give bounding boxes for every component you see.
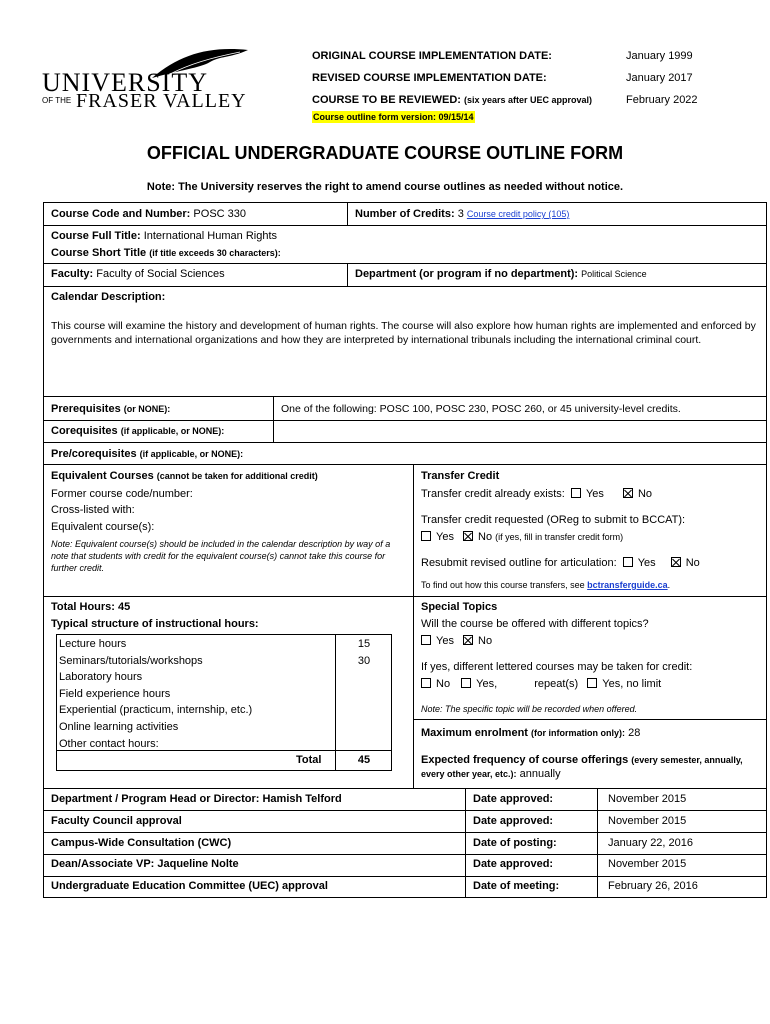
approval-mid: Date approved: <box>473 793 554 805</box>
hours-row-label: Lecture hours <box>59 638 127 650</box>
rev-date-label: REVISED COURSE IMPLEMENTATION DATE: <box>312 72 547 84</box>
short-title-label: Course Short Title <box>51 247 147 259</box>
hours-total-value: 45 <box>357 754 371 766</box>
equivalent-courses: Equivalent course(s): <box>51 521 155 533</box>
approval-left: Campus-Wide Consultation (CWC) <box>51 837 232 849</box>
hours-row-value: 30 <box>357 654 371 667</box>
transfer-exists <box>421 488 652 500</box>
transfer-requested-no: No <box>478 531 493 543</box>
approval-mid: Date approved: <box>473 815 554 827</box>
transfer-find-out-text: To find out how this course transfers, see <box>421 580 585 590</box>
approval-right: November 2015 <box>608 858 687 870</box>
special-note: Note: The specific topic will be recorded when offered. <box>421 704 638 714</box>
hours-row-label: Laboratory hours <box>59 671 143 684</box>
equivalent-title <box>51 470 318 482</box>
resubmit-yes-checkbox[interactable] <box>623 557 633 567</box>
special-no-checkbox[interactable] <box>463 635 473 645</box>
coreq-note: (if applicable, or NONE): <box>120 426 225 436</box>
prereq-value: One of the following: POSC 100, POSC 230, POSC 260, or 45 university-level credits. <box>281 403 681 415</box>
transfer-requested-yes: Yes <box>436 531 454 543</box>
offering-frequency <box>421 753 761 781</box>
special-yes-checkbox[interactable] <box>421 635 431 645</box>
frequency-value: annually <box>519 768 561 780</box>
precorequisites <box>51 448 243 460</box>
hours-row-label: Seminars/tutorials/workshops <box>59 654 203 667</box>
approval-left: Department / Program Head or Director: Hamish Telford <box>51 793 342 805</box>
orig-date-value: January 1999 <box>626 50 693 62</box>
approval-left: Faculty Council approval <box>51 815 182 827</box>
university-logo <box>42 44 252 120</box>
short-title <box>51 247 281 259</box>
transfer-requested-no-checkbox[interactable] <box>463 531 473 541</box>
resubmit <box>421 557 700 569</box>
credit-no: No <box>436 678 451 690</box>
transfer-requested: Transfer credit requested (OReg to submit to BCCAT): <box>421 514 686 526</box>
hours-structure: Typical structure of instructional hours: <box>51 618 259 630</box>
calendar-text: This course will examine the history and development of human rights. The course will also explore how human rights are implemented and enforced by governments and international organizations and how they are interpreted by international tribunals including the international criminal court. <box>51 320 756 346</box>
transfer-requested-yes-checkbox[interactable] <box>421 531 431 541</box>
coreq-label: Corequisites <box>51 425 118 437</box>
max-enrolment-value: 28 <box>628 727 641 739</box>
equivalent-label: Equivalent Courses <box>51 470 154 482</box>
transfer-find-out: To find out how this course transfers, see bctransferguide.ca. <box>421 580 671 590</box>
calendar-label: Calendar Description: <box>51 291 166 303</box>
equivalent-explanation: Note: Equivalent course(s) should be included in the calendar description by way of a note that students with credit for the equivalent course(s) cannot take this course for further credit. <box>51 539 391 573</box>
faculty <box>51 268 225 280</box>
credit-yes-checkbox[interactable] <box>461 678 471 688</box>
hours-row-label: Field experience hours <box>59 687 171 700</box>
max-enrolment-note: (for information only): <box>531 728 626 738</box>
course-code-label: Course Code and Number: <box>51 208 191 220</box>
logo-line2: FRASER VALLEY <box>76 90 247 112</box>
credits-value: 3 <box>457 208 464 220</box>
page-title: OFFICIAL UNDERGRADUATE COURSE OUTLINE FORM <box>146 143 624 163</box>
approval-right: November 2015 <box>608 793 687 805</box>
approval-left: Undergraduate Education Committee (UEC) approval <box>51 880 328 892</box>
total-hours <box>51 601 130 613</box>
credits-label: Number of Credits: <box>355 208 455 220</box>
special-question: Will the course be offered with different topics? <box>421 618 649 630</box>
hours-labels <box>59 636 252 752</box>
transfer-exists-no-checkbox[interactable] <box>623 488 633 498</box>
bctransferguide-link[interactable]: bctransferguide.ca <box>587 580 668 590</box>
credit-policy-link[interactable]: Course credit policy (105) <box>466 209 570 219</box>
hours-total-label: Total <box>296 754 322 766</box>
transfer-title: Transfer Credit <box>421 470 500 482</box>
course-code-value: POSC 330 <box>193 208 247 220</box>
prereq-note: (or NONE): <box>123 404 171 414</box>
page-note: Note: The University reserves the right to amend course outlines as needed without notice. <box>146 181 624 193</box>
precoreq-note: (if applicable, or NONE): <box>139 449 244 459</box>
review-date-value: February 2022 <box>626 94 698 106</box>
resubmit-no-checkbox[interactable] <box>671 557 681 567</box>
special-credit-options <box>421 678 661 690</box>
orig-date-label: ORIGINAL COURSE IMPLEMENTATION DATE: <box>312 50 552 62</box>
corequisites <box>51 425 224 437</box>
full-title <box>51 230 277 242</box>
approval-right: February 26, 2016 <box>608 880 698 892</box>
credit-nolimit-checkbox[interactable] <box>587 678 597 688</box>
full-title-value: International Human Rights <box>143 230 277 242</box>
department-label: Department (or program if no department): <box>355 268 579 280</box>
logo-line1: UNIVERSITY <box>42 68 208 97</box>
cross-listed: Cross-listed with: <box>51 504 135 516</box>
transfer-exists-yes-checkbox[interactable] <box>571 488 581 498</box>
credit-repeat: repeat(s) <box>534 678 579 690</box>
hours-row-value: 15 <box>357 638 371 650</box>
short-title-note: (if title exceeds 30 characters): <box>149 248 281 258</box>
rev-date-value: January 2017 <box>626 72 693 84</box>
form-version: Course outline form version: 09/15/14 <box>313 112 474 122</box>
approval-mid: Date of meeting: <box>473 880 560 892</box>
max-enrolment <box>421 727 640 739</box>
review-date-label <box>312 94 592 106</box>
hours-row-label: Other contact hours: <box>59 737 159 750</box>
logo-of: OF THE <box>42 96 72 105</box>
review-label: COURSE TO BE REVIEWED: <box>312 94 461 106</box>
full-title-label: Course Full Title: <box>51 230 141 242</box>
approval-mid: Date approved: <box>473 858 554 870</box>
special-options <box>421 635 492 647</box>
approval-right: November 2015 <box>608 815 687 827</box>
faculty-value: Faculty of Social Sciences <box>96 268 225 280</box>
course-code <box>51 208 246 220</box>
credit-nolimit: Yes, no limit <box>602 678 662 690</box>
faculty-label: Faculty: <box>51 268 94 280</box>
equivalent-note: (cannot be taken for additional credit) <box>156 471 318 481</box>
review-note: (six years after UEC approval) <box>464 95 593 105</box>
transfer-if-yes: (if yes, fill in transfer credit form) <box>495 532 624 542</box>
credit-yes: Yes, <box>476 678 498 690</box>
hours-row-label: Experiential (practicum, internship, etc.) <box>59 704 253 717</box>
credits <box>355 208 569 220</box>
department-value: Political Science <box>581 269 647 279</box>
department <box>355 268 647 280</box>
resubmit-yes: Yes <box>637 557 656 569</box>
approval-right: January 22, 2016 <box>608 837 694 849</box>
total-hours-value: 45 <box>118 601 131 613</box>
total-hours-label: Total Hours: <box>51 601 115 613</box>
prerequisites <box>51 403 170 415</box>
approval-mid: Date of posting: <box>473 837 557 849</box>
resubmit-no: No <box>685 557 700 569</box>
special-if-yes: If yes, different lettered courses may be taken for credit: <box>421 661 693 673</box>
precoreq-label: Pre/corequisites <box>51 448 137 460</box>
frequency-note: (every semester, annually, every other year, etc.): <box>421 755 743 779</box>
approval-left: Dean/Associate VP: Jaqueline Nolte <box>51 858 239 870</box>
resubmit-label: Resubmit revised outline for articulation: <box>421 557 617 569</box>
transfer-exists-no: No <box>637 488 653 500</box>
special-no: No <box>478 635 493 647</box>
hours-values <box>336 636 392 669</box>
transfer-exists-label: Transfer credit already exists: <box>421 488 565 500</box>
credit-no-checkbox[interactable] <box>421 678 431 688</box>
frequency-label: Expected frequency of course offerings <box>421 754 629 766</box>
special-title: Special Topics <box>421 601 498 613</box>
former-code: Former course code/number: <box>51 488 193 500</box>
special-yes: Yes <box>436 635 454 647</box>
hours-row-label: Online learning activities <box>59 720 179 733</box>
transfer-requested-options <box>421 531 623 543</box>
max-enrolment-label: Maximum enrolment <box>421 727 528 739</box>
prereq-label: Prerequisites <box>51 403 121 415</box>
transfer-exists-yes: Yes <box>585 488 604 500</box>
